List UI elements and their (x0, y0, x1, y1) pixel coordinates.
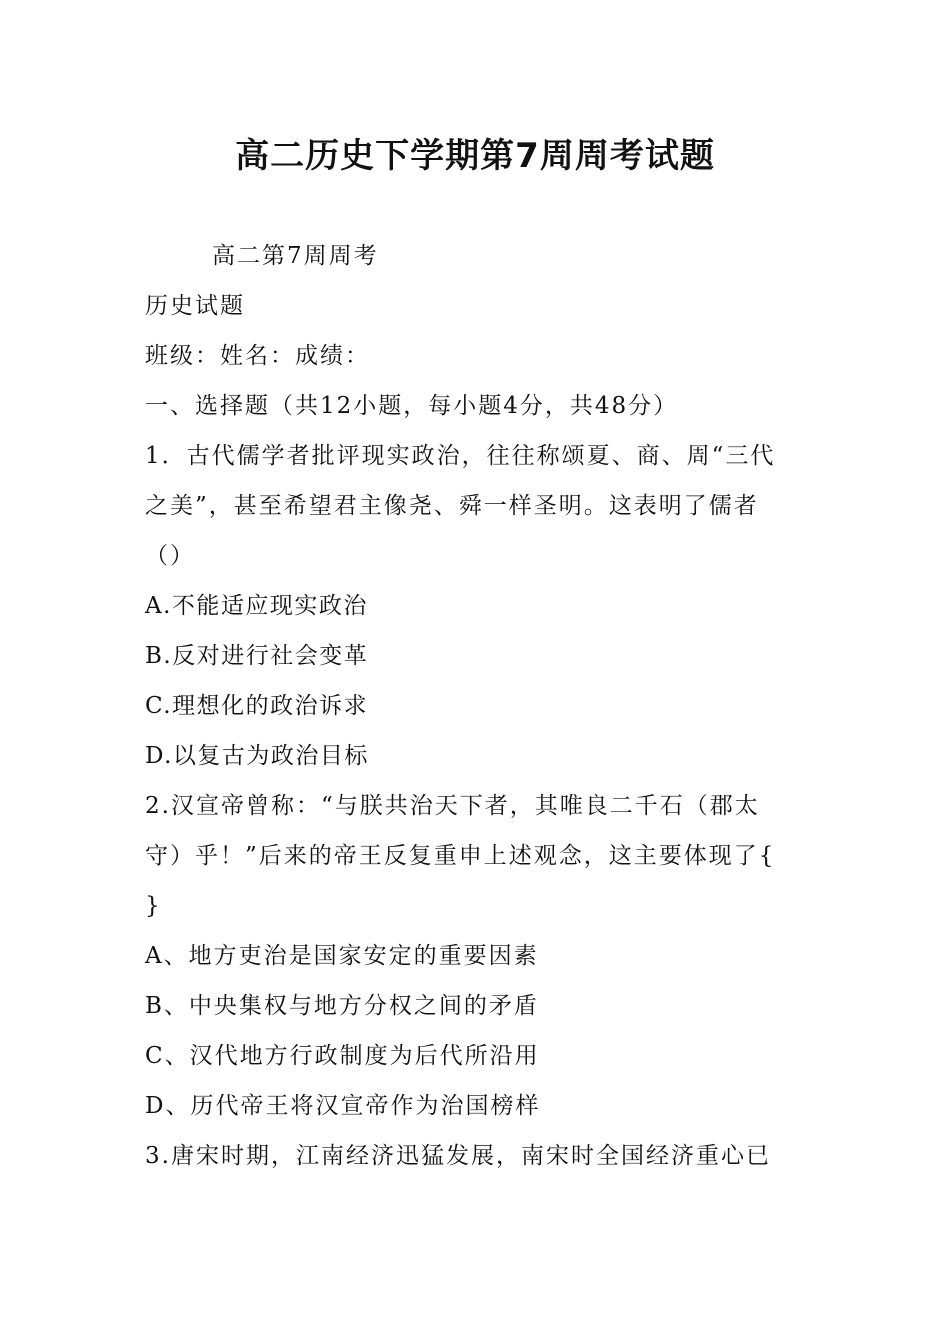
question-2-option-c: C、汉代地方行政制度为后代所沿用 (145, 1043, 540, 1069)
question-2-stem-line-3: } (145, 893, 162, 919)
question-1-stem-line-2: 之美”，甚至希望君主像尧、舜一样圣明。这表明了儒者 (145, 493, 759, 519)
exam-header-line: 高二第7周周考 (212, 243, 379, 269)
question-2-option-d: D、历代帝王将汉宣帝作为治国榜样 (145, 1093, 541, 1119)
question-2-option-b: B、中央集权与地方分权之间的矛盾 (145, 993, 539, 1019)
question-2-stem-line-2: 守）乎！”后来的帝王反复重申上述观念，这主要体现了{ (145, 843, 776, 869)
exam-subject-line: 历史试题 (145, 293, 245, 319)
question-3-stem-line-1: 3.唐宋时期，江南经济迅猛发展，南宋时全国经济重心已 (145, 1143, 771, 1169)
document-title: 高二历史下学期第7周周考试题 (235, 136, 715, 176)
question-1-option-d: D.以复古为政治目标 (145, 743, 369, 769)
question-1-option-c: C.理想化的政治诉求 (145, 693, 369, 719)
question-1-option-a: A.不能适应现实政治 (145, 593, 368, 619)
question-1-stem-line-1: 1．古代儒学者批评现实政治，往往称颂夏、商、周“三代 (145, 443, 776, 469)
question-2-option-a: A、地方吏治是国家安定的重要因素 (145, 943, 539, 969)
question-1-stem-line-3: （） (145, 543, 195, 569)
question-2-stem-line-1: 2.汉宣帝曾称：“与朕共治天下者，其唯良二千石（郡太 (145, 793, 760, 819)
student-info-line: 班级：姓名：成绩： (145, 343, 370, 369)
section-heading: 一、选择题（共12小题，每小题4分，共48分） (145, 393, 679, 419)
question-1-option-b: B.反对进行社会变革 (145, 643, 369, 669)
